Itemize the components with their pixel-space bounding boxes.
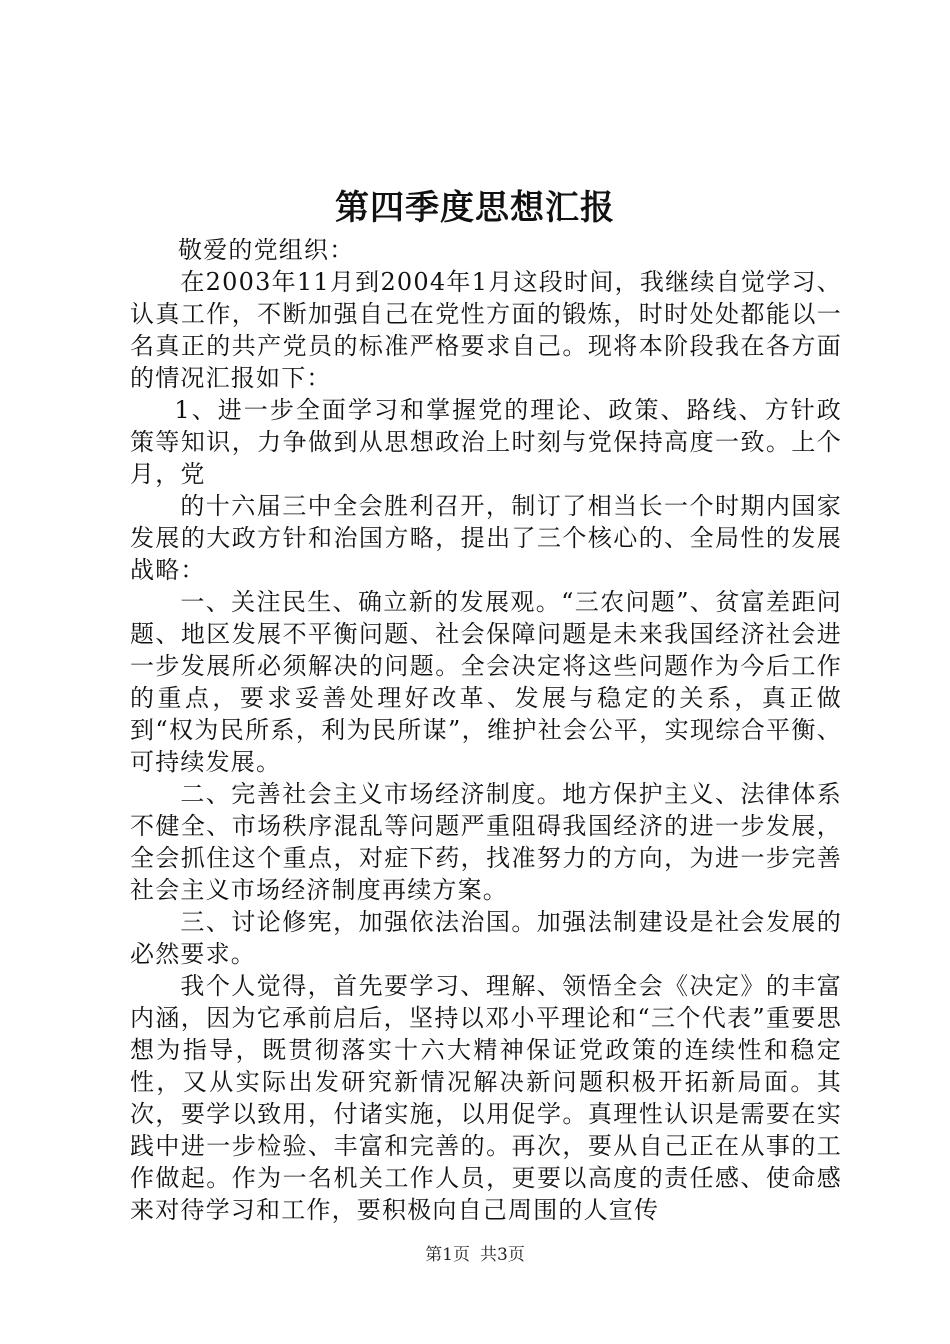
page-total: 共3页 [480,1245,525,1265]
paragraph-point-1: 1、进一步全面学习和掌握党的理论、政策、路线、方针政策等知识，力争做到从思想政治上时刻与党保持高度一致。上个月，党 [130,396,842,488]
document-title: 第四季度思想汇报 [335,188,615,228]
document-body [130,234,842,1226]
paragraph-strategy-3: 三、讨论修宪，加强依法治国。加强法制建设是社会发展的必然要求。 [130,908,842,968]
paragraph-strategy-2: 二、完善社会主义市场经济制度。地方保护主义、法律体系不健全、市场秩序混乱等问题严重阻碍我国经济的进一步发展，全会抓住这个重点，对症下药，找准努力的方向，为进一步完善社会主义市场经济制度再续方案。 [130,780,842,904]
paragraph-strategy-1: 一、关注民生、确立新的发展观。“三农问题”、贫富差距问题、地区发展不平衡问题、社会保障问题是未来我国经济社会进一步发展所必须解决的问题。全会决定将这些问题作为今后工作的重点，要求妥善处理好改革、发展与稳定的关系，真正做到“权为民所系，利为民所谋”，维护社会公平，实现综合平衡、可持续发展。 [130,588,842,776]
page-footer [0,1243,950,1267]
paragraph-intro: 在2003年11月到2004年1月这段时间，我继续自觉学习、认真工作，不断加强自己在党性方面的锻炼，时时处处都能以一名真正的共产党员的标准严格要求自己。现将本阶段我在各方面的情况汇报如下： [130,268,842,392]
salutation: 敬爱的党组织： [178,236,355,264]
paragraph-personal-view: 我个人觉得，首先要学习、理解、领悟全会《决定》的丰富内涵，因为它承前启后，坚持以邓小平理论和“三个代表”重要思想为指导，既贯彻落实十六大精神保证党政策的连续性和稳定性，又从实际出发研究新情况解决新问题积极开拓新局面。其次，要学以致用，付诸实施，以用促学。真理性认识是需要在实践中进一步检验、丰富和完善的。再次，要从自己正在从事的工作做起。作为一名机关工作人员，更要以高度的责任感、使命感来对待学习和工作，要积极向自己周围的人宣传 [130,972,842,1224]
paragraph-plenary: 的十六届三中全会胜利召开，制订了相当长一个时期内国家发展的大政方针和治国方略，提出了三个核心的、全局性的发展战略： [130,492,842,584]
page-number: 第1页 [425,1245,470,1265]
